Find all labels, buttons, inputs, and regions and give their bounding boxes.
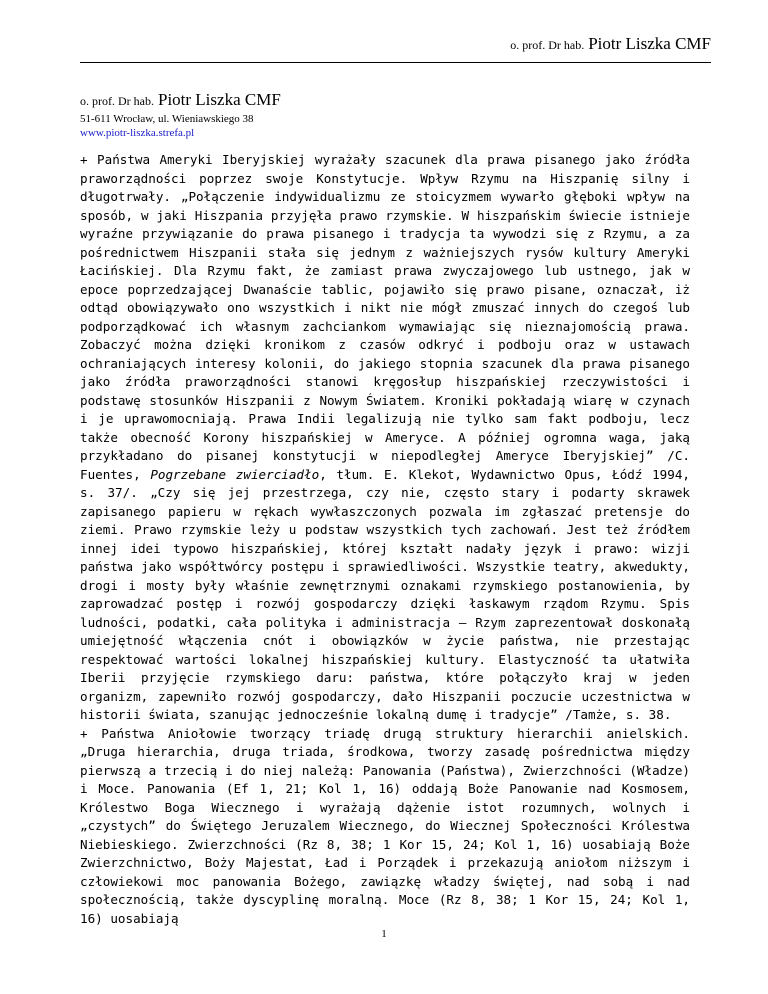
paragraph-panstwa-ameryki (80, 151, 690, 725)
paragraph-1-part-a: + Państwa Ameryki Iberyjskiej wyrażały szacunek dla prawa pisanego jako źródła praworządności poprzez swoje Konstytucje. Wpływ Rzymu na Hiszpanię silny i długotrwały. „Połączenie indywidualizmu ze stoicyzmem wywarło głęboki wpływ na sposób, w jaki Hiszpania przyjęła prawo rzymskie. W hiszpańskim świecie istnieje wyraźne przywiązanie do prawa pisanego i tradycja ta wywodzi się z Rzymu, a za pośrednictwem Hiszpanii stała się jednym z ważniejszych rysów kultury Ameryki Łacińskiej. Dla Rzymu fakt, że zamiast prawa zwyczajowego lub ustnego, jak w epoce poprzedzającej Dwanaście tablic, pojawiło się prawo pisane, oznaczał, iż odtąd obowiązywało ono wszystkich i nikt nie mógł zmuszać innych do czegoś lub podporządkować ich własnym zachciankom wymawiając się nieznajomością prawa. Zobaczyć można dzięki kronikom z czasów odkryć i podboju oraz w ustawach ochraniających interesy kolonii, do jakiego stopnia szacunek dla prawa pisanego jako źródła praworządności stanowi kręgosłup hiszpańskiej rzeczywistości i podstawę stosunków Hiszpanii z Nowym Światem. Kroniki pokładają wiarę w czynach i je uprawomocniają. Prawa Indii legalizują nie tylko sam fakt podboju, lecz także obecność Korony hiszpańskiej w Ameryce. A później ogromna waga, jaką przykładano do pisanej konstytucji w niepodległej Ameryce Iberyjskiej” /C. Fuentes, (80, 152, 690, 482)
running-header (510, 34, 711, 54)
paragraph-panstwa-aniolowie: + Państwa Aniołowie tworzący triadę drugą struktury hierarchii anielskich. „Druga hierarchia, druga triada, środkowa, tworzy zasadę pośrednictwa między pierwszą a trzecią i do niej należą: Panowania (Państwa), Zwierzchności (Władze) i Moce. Panowania (Ef 1, 21; Kol 1, 16) oddają Boże Panowanie nad Kosmosem, Królestwo Boga Wiecznego i wyrażają dążenie istot rozumnych, wolnych i „czystych” do Świętego Jeruzalem Wiecznego, do Wiecznej Społeczności Królestwa Niebieskiego. Zwierzchności (Rz 8, 38; 1 Kor 15, 24; Kol 1, 16) uosabiają Boże Zwierzchnictwo, Boży Majestat, Ład i Porządek i przekazują aniołom niższym i człowiekowi moc panowania Bożego, zawiązkę władzy świętej, nad sobą i nad społecznością, także dyscyplinę moralną. Moce (Rz 8, 38; 1 Kor 15, 24; Kol 1, 16) uosabiają (80, 725, 690, 926)
author-website-link[interactable]: www.piotr-liszka.strefa.pl (80, 127, 195, 139)
paragraph-1-part-b: , tłum. E. Klekot, Wydawnictwo Opus, Łódź 1994, s. 37/. „Czy się jej przestrzega, czy nie, często stary i podarty skrawek zapisanego papieru w rękach wywłaszczonych pozwala im zgłaszać pretensje do ziemi. Prawo rzymskie leży u podstaw wszystkich tych zachowań. Jest też źródłem innej idei typowo hiszpańskiej, której kształt nadały język i prawo: wizji państwa jako współtwórcy postępu i sprawiedliwości. Wszystkie teatry, akwedukty, drogi i mosty były właśnie zewnętrznymi oznakami rzymskiego postanowienia, by zaprowadzać postęp i rozwój gospodarczy dzięki łaskawym rządom Rzymu. Spis ludności, podatki, cała polityka i administracja – Rzym zaprezentował doskonałą umiejętność włączenia cnót i obowiązków w życie państwa, nie przestając respektować wartości lokalnej hiszpańskiej kultury. Elastyczność ta ułatwiła Iberii przyjęcie rzymskiego daru: państwa, które połączyło kraj w jeden organizm, zapewniło rozwój gospodarczy, dało Hiszpanii poczucie uczestnictwa w historii świata, szanując jednocześnie lokalną dumę i tradycje” /Tamże, s. 38. (80, 466, 690, 722)
book-title: Pogrzebane zwierciadło (150, 466, 320, 482)
running-header-name: Piotr Liszka CMF (588, 34, 711, 53)
body-text (80, 151, 690, 928)
page-number: 1 (381, 928, 387, 940)
author-prefix: o. prof. Dr hab. (80, 94, 154, 108)
author-address: 51-611 Wrocław, ul. Wieniawskiego 38 (80, 113, 254, 125)
header-rule (80, 62, 711, 63)
author-name: Piotr Liszka CMF (157, 90, 281, 109)
author-block (80, 90, 281, 140)
author-line (80, 90, 281, 111)
running-header-prefix: o. prof. Dr hab. (510, 38, 585, 52)
